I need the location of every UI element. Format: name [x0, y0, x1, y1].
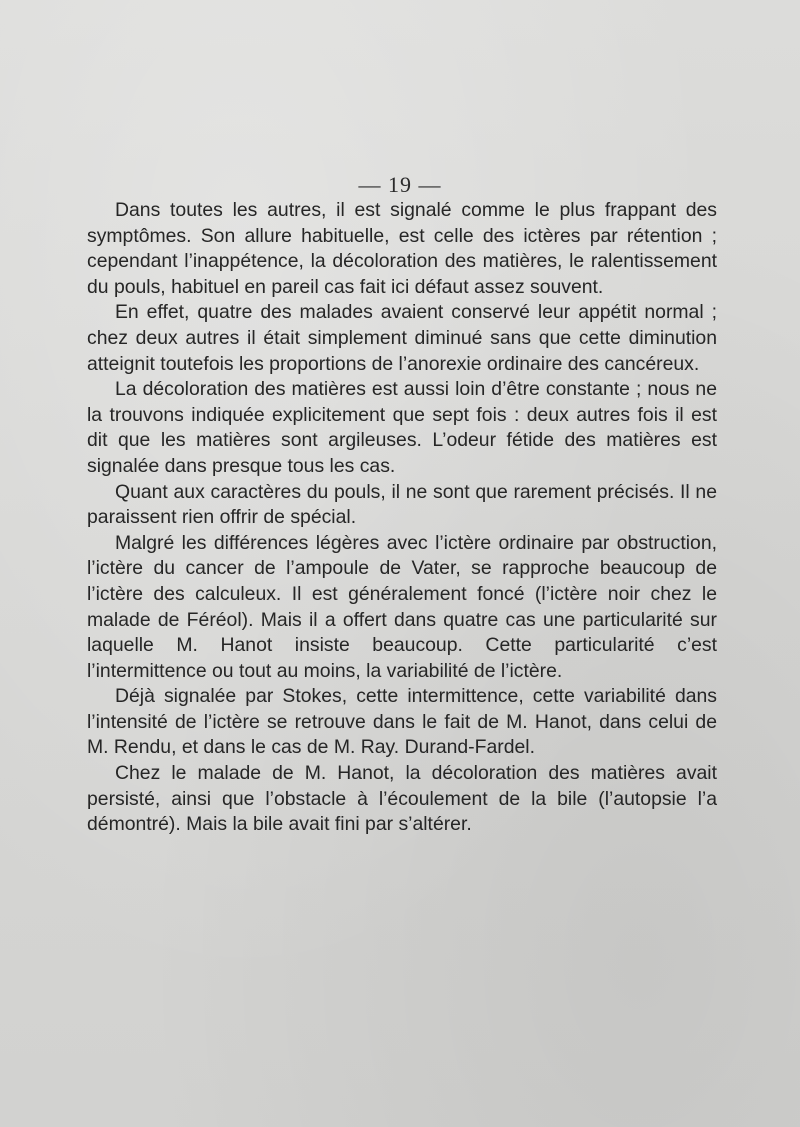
paragraph: Chez le malade de M. Hanot, la décoloration des matières avait persisté, ainsi que l’obstacle à l’écoulement de la bile (l’autopsie l’a démontré). Mais la bile avait fini par s’altérer.	[87, 762, 717, 836]
body-text	[87, 198, 717, 838]
paragraph: En effet, quatre des malades avaient conservé leur appétit normal ; chez deux autres il était simplement diminué sans que cette diminution atteignit toutefois les proportions de l’anorexie ordinaire des cancéreux.	[87, 301, 717, 375]
paragraph: La décoloration des matières est aussi loin d’être constante ; nous ne la trouvons indiquée explicitement que sept fois : deux autres fois il est dit que les matières sont argileuses. L’odeur fétide des matières est signalée dans presque tous les cas.	[87, 378, 717, 477]
paragraph: Quant aux caractères du pouls, il ne sont que rarement précisés. Il ne paraissent rien offrir de spécial.	[87, 480, 717, 529]
paragraph: Dans toutes les autres, il est signalé comme le plus frappant des symptômes. Son allure habituelle, est celle des ictères par rétention ; cependant l’inappétence, la décoloration des matières, le ralentissement du pouls, habituel en pareil cas fait ici défaut assez souvent.	[87, 199, 717, 298]
paragraph: Malgré les différences légères avec l’ictère ordinaire par obstruction, l’ictère du cancer de l’ampoule de Vater, se rapproche beaucoup de l’ictère des calculeux. Il est généralement foncé (l’ictère noir chez le malade de Féréol). Mais il a offert dans quatre cas une particularité sur laquelle M. Hanot insiste beaucoup. Cette particularité c’est l’intermittence ou tout au moins, la variabilité de l’ictère.	[87, 531, 717, 682]
paragraph: Déjà signalée par Stokes, cette intermittence, cette variabilité dans l’intensité de l’ictère se retrouve dans le fait de M. Hanot, dans celui de M. Rendu, et dans le cas de M. Ray. Durand-Fardel.	[87, 685, 717, 759]
page-number: — 19 —	[358, 172, 442, 197]
